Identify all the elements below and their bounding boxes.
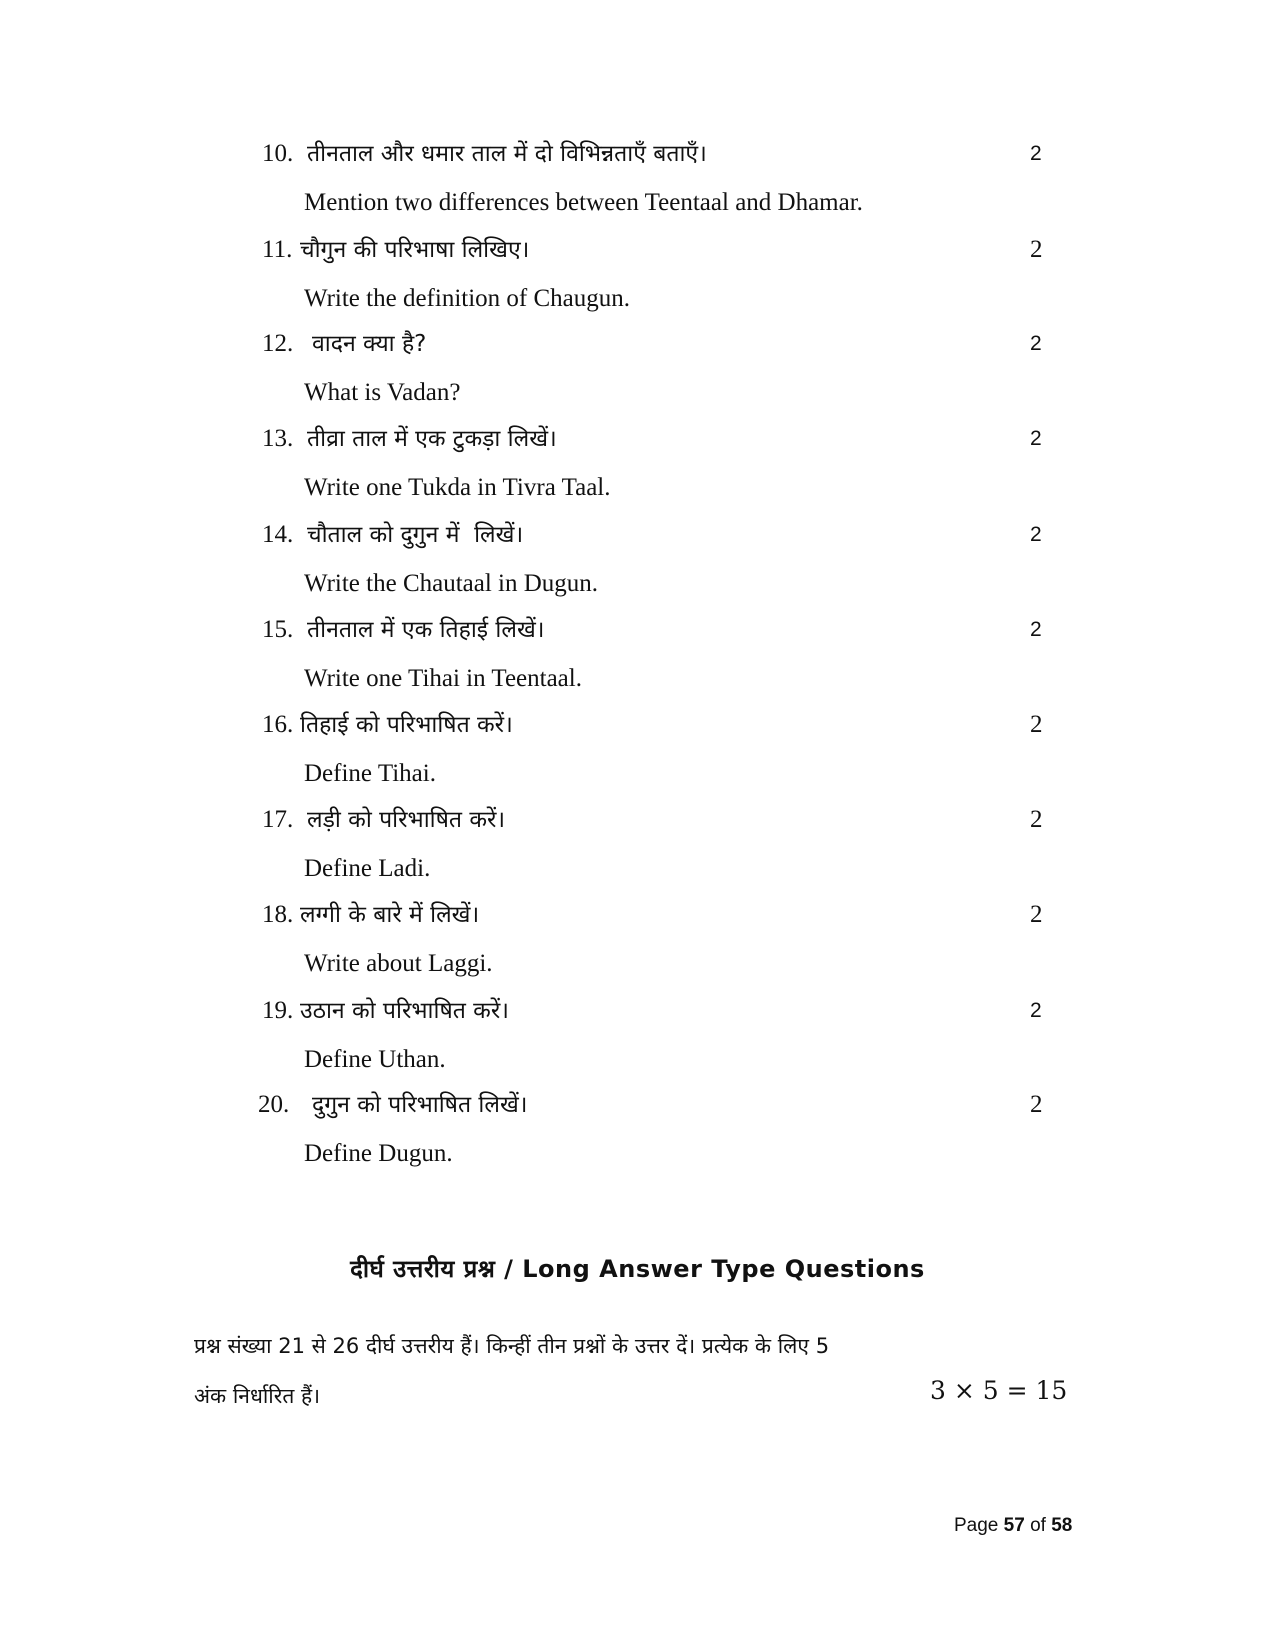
question-hindi-text: तीनताल में एक तिहाई लिखें। xyxy=(307,617,545,643)
question-marks: 2 xyxy=(1030,901,1043,928)
section-instruction-line-1: प्रश्न संख्या 21 से 26 दीर्घ उत्तरीय हैं। किन्हीं तीन प्रश्नों के उत्तर दें। प्रत्येक के लिए 5 xyxy=(194,1334,830,1358)
question-hindi-text: दुगुन को परिभाषित लिखें। xyxy=(312,1092,528,1118)
question-english-text: What is Vadan? xyxy=(304,379,461,406)
question-english-text: Define Tihai. xyxy=(304,760,436,787)
question-10-english-row xyxy=(0,180,1275,226)
question-17-english-row xyxy=(0,846,1275,892)
question-marks: 2 xyxy=(1030,711,1043,738)
question-12-hindi-row xyxy=(0,321,1275,367)
question-hindi-text: लग्गी के बारे में लिखें। xyxy=(300,902,480,928)
question-marks: 2 xyxy=(1030,618,1042,641)
question-english-text: Define Dugun. xyxy=(304,1140,453,1167)
question-14-hindi-row xyxy=(0,512,1275,558)
question-hindi-text: चौताल को दुगुन में लिखें। xyxy=(307,522,524,548)
question-number: 20. xyxy=(258,1091,290,1118)
question-marks: 2 xyxy=(1030,806,1043,833)
question-hindi-text: तिहाई को परिभाषित करें। xyxy=(300,712,513,738)
question-number: 19. xyxy=(262,997,294,1024)
question-english-text: Mention two differences between Teentaal and Dhamar. xyxy=(304,189,863,216)
question-18-english-row xyxy=(0,941,1275,987)
question-20-hindi-row xyxy=(0,1082,1275,1128)
question-15-hindi-row xyxy=(0,607,1275,653)
question-english-text: Write the Chautaal in Dugun. xyxy=(304,570,599,597)
question-hindi-text: तीनताल और धमार ताल में दो विभिन्नताएँ बताएँ। xyxy=(307,141,707,167)
question-english-text: Write about Laggi. xyxy=(304,950,493,977)
question-marks: 2 xyxy=(1030,332,1042,355)
page-of-label: of xyxy=(1030,1515,1046,1536)
question-12-english-row xyxy=(0,370,1275,416)
question-hindi-text: चौगुन की परिभाषा लिखिए। xyxy=(300,237,530,263)
question-number: 10. xyxy=(262,140,294,167)
question-number: 17. xyxy=(262,806,294,833)
marks-formula: 3 × 5 = 15 xyxy=(930,1376,1068,1405)
page-current: 57 xyxy=(1003,1515,1025,1536)
question-marks: 2 xyxy=(1030,236,1043,263)
section-heading: दीर्घ उत्तरीय प्रश्न / Long Answer Type Questions xyxy=(350,1255,925,1283)
question-13-english-row xyxy=(0,465,1275,511)
question-hindi-text: वादन क्या है? xyxy=(312,331,427,357)
question-number: 12. xyxy=(262,330,294,357)
question-marks: 2 xyxy=(1030,999,1042,1022)
question-number: 13. xyxy=(262,425,294,452)
question-10-hindi-row xyxy=(0,131,1275,177)
question-15-english-row xyxy=(0,656,1275,702)
question-number: 14. xyxy=(262,521,294,548)
question-19-english-row xyxy=(0,1037,1275,1083)
question-english-text: Write the definition of Chaugun. xyxy=(304,285,631,312)
section-instruction-line-2: अंक निर्धारित हैं। xyxy=(194,1384,321,1408)
question-number: 18. xyxy=(262,901,294,928)
question-english-text: Write one Tukda in Tivra Taal. xyxy=(304,474,611,501)
question-13-hindi-row xyxy=(0,416,1275,462)
question-marks: 2 xyxy=(1030,142,1042,165)
question-number: 11. xyxy=(262,236,293,263)
question-marks: 2 xyxy=(1030,1091,1043,1118)
question-english-text: Define Ladi. xyxy=(304,855,431,882)
page-total: 58 xyxy=(1051,1515,1073,1536)
question-16-hindi-row xyxy=(0,702,1275,748)
question-16-english-row xyxy=(0,751,1275,797)
page-label: Page xyxy=(954,1515,999,1536)
question-18-hindi-row xyxy=(0,892,1275,938)
question-11-hindi-row xyxy=(0,227,1275,273)
question-hindi-text: लड़ी को परिभाषित करें। xyxy=(307,807,506,833)
question-marks: 2 xyxy=(1030,427,1042,450)
page-footer xyxy=(954,1515,1072,1537)
question-14-english-row xyxy=(0,561,1275,607)
question-hindi-text: उठान को परिभाषित करें। xyxy=(300,998,509,1024)
question-english-text: Define Uthan. xyxy=(304,1046,446,1073)
question-hindi-text: तीव्रा ताल में एक टुकड़ा लिखें। xyxy=(307,426,557,452)
question-english-text: Write one Tihai in Teentaal. xyxy=(304,665,582,692)
question-11-english-row xyxy=(0,276,1275,322)
question-20-english-row xyxy=(0,1131,1275,1177)
question-number: 16. xyxy=(262,711,294,738)
question-marks: 2 xyxy=(1030,523,1042,546)
question-19-hindi-row xyxy=(0,988,1275,1034)
question-number: 15. xyxy=(262,616,294,643)
question-17-hindi-row xyxy=(0,797,1275,843)
